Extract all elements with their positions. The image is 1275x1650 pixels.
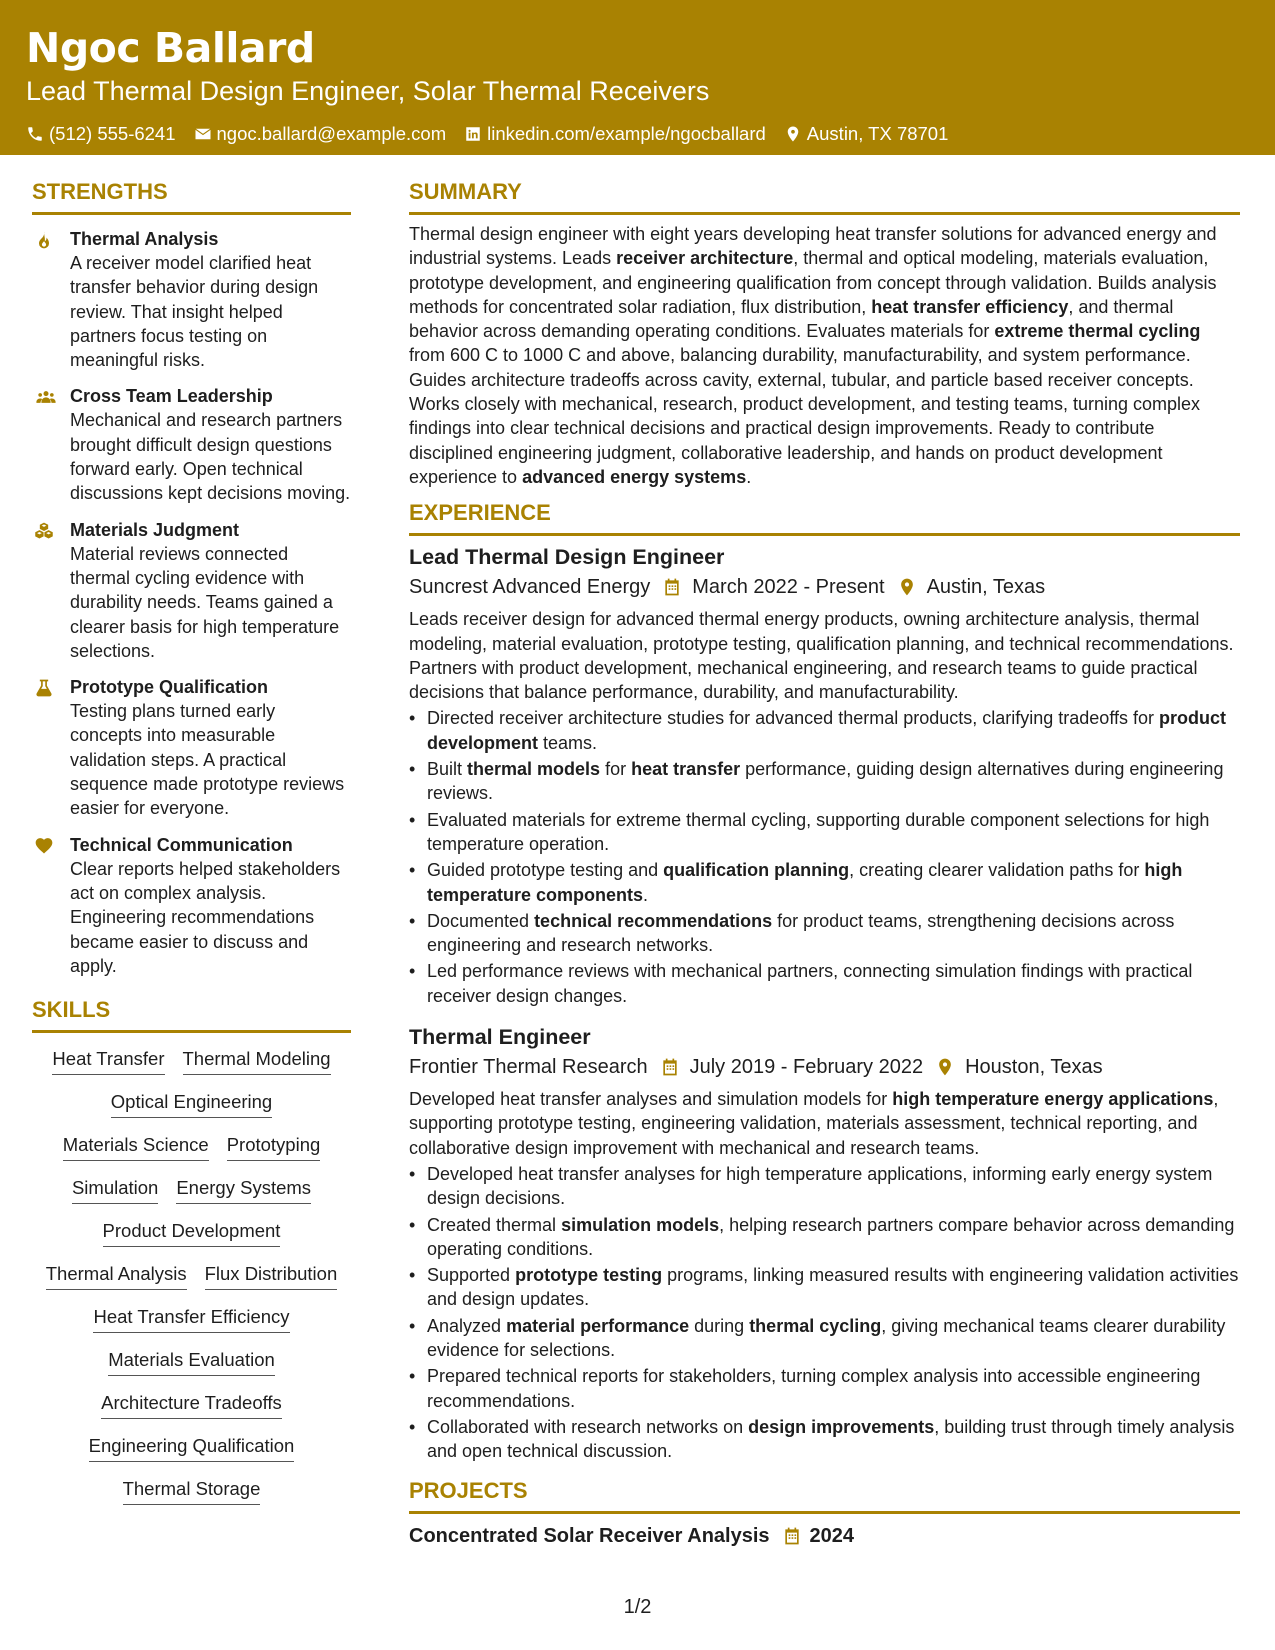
text-run: Supported	[427, 1265, 516, 1286]
strength-title: Thermal Analysis	[70, 229, 219, 249]
bold-phrase: design improvements	[748, 1416, 935, 1437]
job-location: Austin, Texas	[926, 576, 1046, 599]
calendar-icon	[782, 1526, 802, 1546]
strength-title: Materials Judgment	[70, 519, 240, 540]
candidate-name: Ngoc Ballard	[26, 24, 315, 72]
strength-title: Cross Team Leadership	[70, 386, 273, 407]
job-location: Houston, Texas	[965, 1056, 1103, 1079]
bold-phrase: product development	[427, 708, 1227, 753]
skill-tag: Heat Transfer	[52, 1047, 164, 1075]
text-run: Collaborated with research networks on	[427, 1416, 749, 1437]
bullet-item	[409, 959, 1240, 1008]
calendar-icon	[662, 577, 682, 597]
skill-tag: Product Development	[103, 1219, 281, 1247]
flame-icon	[34, 230, 54, 250]
page-number: 1/2	[623, 1596, 652, 1618]
skill-tag: Heat Transfer Efficiency	[93, 1305, 289, 1333]
bold-phrase: extreme thermal cycling	[994, 321, 1201, 342]
phone-text: (512) 555-6241	[49, 123, 176, 144]
bullet-item	[409, 1162, 1240, 1211]
project-entry	[409, 1522, 1240, 1550]
right-column	[409, 178, 1240, 1550]
project-title: Concentrated Solar Receiver Analysis	[409, 1525, 770, 1548]
text-run: , giving mechanical teams clearer durability evidence for selections.	[427, 1315, 1226, 1360]
job-dates: March 2022 - Present	[692, 576, 885, 599]
experience-heading: EXPERIENCE	[409, 499, 1240, 536]
bold-phrase: thermal cycling	[749, 1315, 882, 1336]
text-run: performance, guiding design alternatives during engineering reviews.	[427, 759, 1224, 804]
text-run: Developed heat transfer analyses and simulation models for	[409, 1089, 893, 1110]
text-run: .	[643, 884, 649, 905]
contact-location	[784, 122, 949, 146]
left-column	[32, 178, 351, 1505]
job-meta	[409, 1053, 1240, 1081]
bold-phrase: material performance	[506, 1315, 690, 1336]
bold-phrase: qualification planning	[663, 860, 850, 881]
skills-list	[32, 1047, 351, 1505]
map-pin-icon	[935, 1057, 955, 1077]
text-run: from 600 C to 1000 C and above, balancing durability, manufacturability, and system performance. Guides architecture tradeoffs across cavity, external, tubular, and particle based receiver concepts. Works closely with mechanical, research, product development, and testing teams, turning complex findings into clear technical decisions and practical design improvements. Ready to contribute disciplined engineering judgment, collaborative leadership, and hands on product development experience to	[409, 345, 1201, 487]
job-entry	[409, 1022, 1240, 1463]
text-run: for product teams, strengthening decisions across engineering and research networks.	[427, 910, 1175, 956]
envelope-icon	[194, 125, 212, 143]
bold-phrase: simulation models	[561, 1214, 720, 1235]
users-icon	[34, 387, 58, 407]
text-run: programs, linking measured results with engineering validation activities and design updates.	[427, 1265, 1239, 1310]
summary-heading: SUMMARY	[409, 178, 1240, 215]
job-description	[409, 1087, 1240, 1160]
job-company: Suncrest Advanced Energy	[409, 576, 651, 599]
strength-desc: A receiver model clarified heat transfer behavior during design review. That insight helped partners focus testing on meaningful risks.	[70, 253, 319, 371]
bold-phrase: high temperature energy applications	[892, 1089, 1214, 1110]
cubes-icon	[34, 521, 54, 541]
strength-title: Prototype Qualification	[70, 677, 269, 698]
job-bullets	[409, 706, 1240, 1008]
text-run: Analyzed	[427, 1315, 507, 1336]
bullet-item	[409, 1415, 1240, 1464]
text-run: Built	[427, 759, 468, 780]
text-run: Prepared technical reports for stakeholders, turning complex analysis into accessible engineering recommendations.	[427, 1366, 1201, 1411]
text-run: Directed receiver architecture studies for advanced thermal products, clarifying tradeoffs for	[427, 708, 1160, 729]
resume-header	[0, 0, 1275, 155]
candidate-title: Lead Thermal Design Engineer, Solar Thermal Receivers	[26, 76, 710, 106]
text-run: teams.	[538, 732, 598, 753]
strength-desc: Mechanical and research partners brought difficult design questions forward early. Open technical discussions kept decisions moving.	[70, 410, 351, 504]
map-pin-icon	[784, 125, 802, 143]
map-pin-icon	[897, 577, 917, 597]
skill-tag: Materials Evaluation	[108, 1348, 275, 1376]
skill-tag: Energy Systems	[176, 1176, 311, 1204]
skill-tag: Optical Engineering	[111, 1090, 272, 1118]
text-run: , building trust through timely analysis and open technical discussion.	[427, 1416, 1235, 1462]
bullet-item	[409, 909, 1240, 958]
text-run: , helping research partners compare behavior across demanding operating conditions.	[427, 1214, 1235, 1259]
text-run: , creating clearer validation paths for	[849, 860, 1145, 881]
job-entry	[409, 542, 1240, 1008]
job-description	[409, 607, 1240, 704]
bold-phrase: heat transfer efficiency	[871, 296, 1069, 317]
text-run: .	[746, 466, 752, 487]
skill-tag: Simulation	[72, 1176, 158, 1204]
linkedin-text: linkedin.com/example/ngocballard	[487, 123, 766, 144]
linkedin-icon	[464, 125, 482, 143]
projects-heading: PROJECTS	[409, 1477, 1240, 1514]
bullet-item	[409, 808, 1240, 857]
bullet-item	[409, 1364, 1240, 1413]
strength-desc: Clear reports helped stakeholders act on complex analysis. Engineering recommendations became easier to discuss and apply.	[70, 858, 341, 976]
skill-tag: Engineering Qualification	[89, 1434, 295, 1462]
summary-text	[409, 222, 1240, 489]
bullet-item	[409, 858, 1240, 907]
skill-tag: Prototyping	[227, 1133, 321, 1161]
bullet-item	[409, 757, 1240, 806]
text-run: , supporting prototype testing, engineering validation, materials assessment, technical reporting, and collaborative design improvement with mechanical and research teams.	[409, 1089, 1219, 1158]
skill-tag: Architecture Tradeoffs	[101, 1391, 282, 1419]
text-run: Led performance reviews with mechanical partners, connecting simulation findings with practical receiver design changes.	[427, 961, 1193, 1006]
bold-phrase: advanced energy systems	[522, 466, 747, 487]
bold-phrase: technical recommendations	[534, 910, 773, 931]
job-meta	[409, 573, 1240, 601]
skill-tag: Thermal Modeling	[183, 1047, 331, 1075]
bold-phrase: high temperature components	[427, 860, 1183, 905]
job-title: Lead Thermal Design Engineer	[409, 545, 725, 570]
bullet-item	[409, 706, 1240, 755]
job-company: Frontier Thermal Research	[409, 1056, 648, 1079]
job-title: Thermal Engineer	[409, 1025, 591, 1050]
job-dates: July 2019 - February 2022	[689, 1056, 924, 1079]
bullet-item	[409, 1213, 1240, 1262]
strength-desc: Testing plans turned early concepts into measurable validation steps. A practical sequence made prototype reviews easier for everyone.	[70, 701, 345, 819]
text-run: , and thermal behavior across demanding operating conditions. Evaluates materials for	[409, 296, 1174, 342]
bold-phrase: thermal models	[467, 759, 601, 780]
text-run: , thermal and optical modeling, materials evaluation, prototype development, and engineering qualification from concept through validation. Builds analysis methods for concentrated solar radiation, flux distribution,	[409, 248, 1217, 317]
text-run: Evaluated materials for extreme thermal cycling, supporting durable component selections for high temperature operation.	[427, 809, 1210, 854]
text-run: Thermal design engineer with eight years developing heat transfer solutions for advanced energy and industrial systems. Leads	[409, 224, 1217, 269]
strength-item	[32, 227, 351, 372]
job-bullets	[409, 1162, 1240, 1464]
text-run: during	[689, 1315, 750, 1336]
bold-phrase: prototype testing	[515, 1265, 663, 1286]
contact-email[interactable]	[194, 122, 447, 146]
bold-phrase: receiver architecture	[616, 248, 794, 269]
phone-icon	[26, 125, 44, 143]
text-run: Documented	[427, 910, 535, 931]
strength-title: Technical Communication	[70, 834, 293, 855]
bullet-item	[409, 1314, 1240, 1363]
skill-tag: Thermal Storage	[123, 1477, 261, 1505]
bullet-item	[409, 1263, 1240, 1312]
strength-item	[32, 833, 351, 978]
contact-phone[interactable]	[26, 122, 176, 146]
bold-phrase: heat transfer	[631, 759, 741, 780]
strength-item	[32, 675, 351, 820]
skill-tag: Flux Distribution	[205, 1262, 338, 1290]
text-run: for	[600, 759, 632, 780]
text-run: Created thermal	[427, 1214, 562, 1235]
calendar-icon	[660, 1057, 680, 1077]
strength-item	[32, 518, 351, 663]
email-text: ngoc.ballard@example.com	[216, 123, 447, 144]
text-run: Leads receiver design for advanced thermal energy products, owning architecture analysis, thermal modeling, material evaluation, prototype testing, qualification planning, and technical recommendations. Partners with product development, mechanical engineering, and research teams to guide practical decisions that balance performance, durability, and manufacturability.	[409, 609, 1234, 703]
text-run: Guided prototype testing and	[427, 860, 664, 881]
text-run: Developed heat transfer analyses for high temperature applications, informing early energy system design decisions.	[427, 1163, 1213, 1209]
flask-icon	[34, 678, 54, 698]
skills-heading: SKILLS	[32, 996, 351, 1033]
skill-tag: Materials Science	[63, 1133, 209, 1161]
contact-bar	[26, 122, 1249, 146]
project-year: 2024	[809, 1525, 855, 1548]
heart-icon	[34, 836, 54, 856]
strength-desc: Material reviews connected thermal cycling evidence with durability needs. Teams gained a clearer basis for high temperature selections.	[70, 543, 340, 661]
strength-item	[32, 384, 351, 505]
location-text: Austin, TX 78701	[806, 123, 949, 144]
contact-linkedin[interactable]	[464, 122, 766, 146]
skill-tag: Thermal Analysis	[46, 1262, 187, 1290]
strengths-heading: STRENGTHS	[32, 178, 351, 215]
